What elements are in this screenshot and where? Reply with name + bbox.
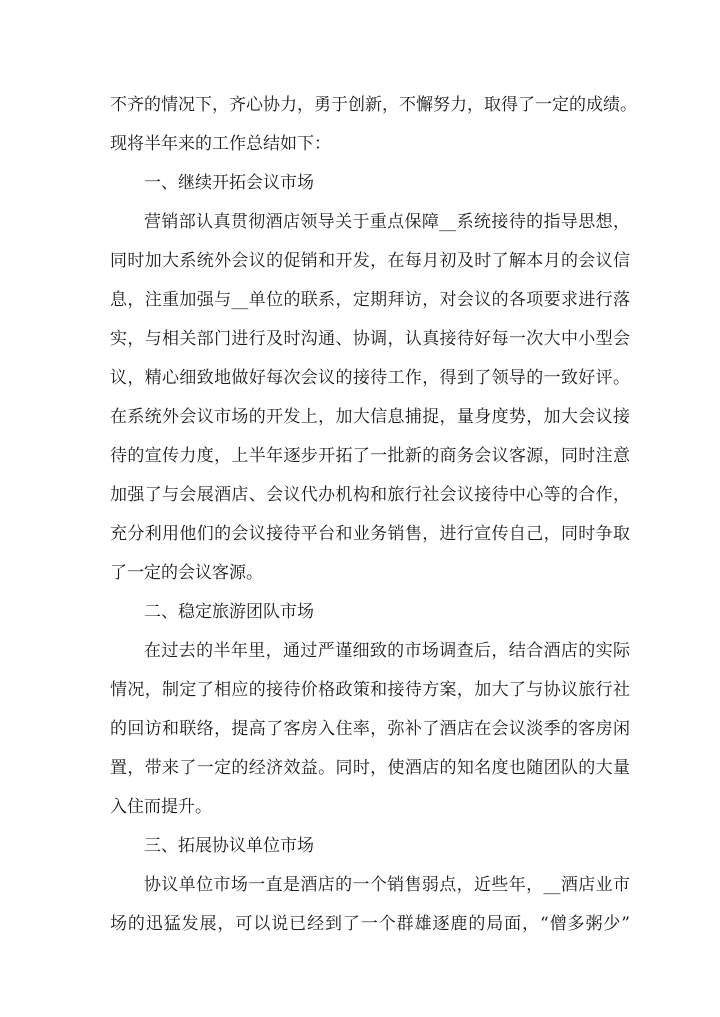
text-line: 在过去的半年里，通过严谨细致的市场调查后，结合酒店的实际 — [144, 641, 630, 661]
text-line: 营销部认真贯彻酒店领导关于重点保障__系统接待的指导思想， — [144, 212, 630, 232]
section-heading-3: 三、拓展协议单位市场 — [144, 836, 314, 856]
text-line: 息，注重加强与__单位的联系，定期拜访，对会议的各项要求进行落 — [110, 290, 630, 310]
text-line: 了一定的会议客源。 — [110, 563, 263, 583]
text-line: 同时加大系统外会议的促销和开发，在每月初及时了解本月的会议信 — [110, 251, 630, 271]
text-line: 入住而提升。 — [110, 797, 212, 817]
section-heading-1: 一、继续开拓会议市场 — [144, 173, 314, 193]
text-line: 不齐的情况下，齐心协力，勇于创新，不懈努力，取得了一定的成绩。 — [110, 95, 637, 115]
text-line: 场的迅猛发展，可以说已经到了一个群雄逐鹿的局面，“僧多粥少” — [110, 914, 630, 934]
section-heading-2: 二、稳定旅游团队市场 — [144, 602, 314, 622]
text-line: 待的宣传力度，上半年逐步开拓了一批新的商务会议客源，同时注意 — [110, 446, 630, 466]
text-line: 协议单位市场一直是酒店的一个销售弱点，近些年，__酒店业市 — [144, 875, 630, 895]
text-line: 情况，制定了相应的接待价格政策和接待方案，加大了与协议旅行社 — [110, 680, 630, 700]
text-line: 议，精心细致地做好每次会议的接待工作，得到了领导的一致好评。 — [110, 368, 630, 388]
text-line: 现将半年来的工作总结如下： — [110, 134, 331, 154]
text-line: 的回访和联络，提高了客房入住率，弥补了酒店在会议淡季的客房闲 — [110, 719, 630, 739]
text-line: 充分利用他们的会议接待平台和业务销售，进行宣传自己，同时争取 — [110, 524, 630, 544]
text-line: 实，与相关部门进行及时沟通、协调，认真接待好每一次大中小型会 — [110, 329, 630, 349]
text-line: 在系统外会议市场的开发上，加大信息捕捉，量身度势，加大会议接 — [110, 407, 630, 427]
text-line: 加强了与会展酒店、会议代办机构和旅行社会议接待中心等的合作， — [110, 485, 630, 505]
text-line: 置，带来了一定的经济效益。同时，使酒店的知名度也随团队的大量 — [110, 758, 630, 778]
